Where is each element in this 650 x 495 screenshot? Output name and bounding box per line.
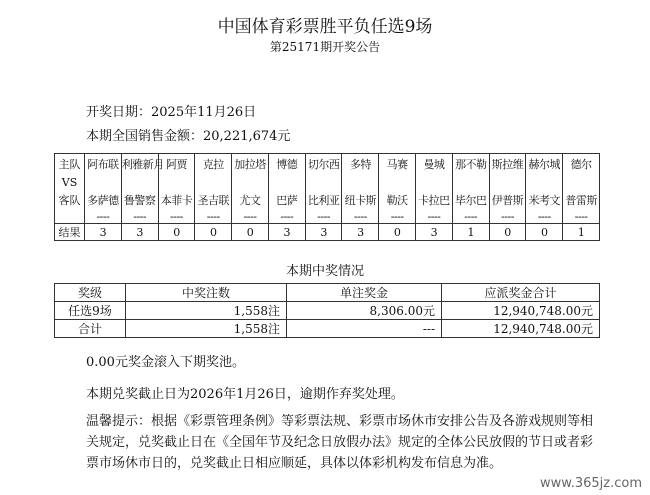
match-result-text: 3 — [283, 225, 291, 239]
table-row — [55, 302, 600, 320]
match-dash — [489, 210, 526, 224]
match-dash — [232, 210, 269, 224]
match-dash-text: ---- — [464, 210, 478, 223]
match-home-team-text: 赫尔城 — [528, 158, 561, 171]
match-dash-text: ---- — [317, 210, 331, 223]
match-vs-cell — [379, 174, 416, 190]
match-result-text: 3 — [357, 225, 364, 239]
match-dash-text: ---- — [170, 210, 183, 223]
match-away-team-text: 本菲卡 — [160, 194, 193, 207]
match-away-team-text: 尤文 — [239, 194, 261, 207]
match-away-team — [305, 190, 342, 210]
match-result-text: 0 — [504, 225, 511, 239]
header-count: 中奖注数 — [126, 284, 287, 302]
match-home-team-text: 加拉塔 — [234, 158, 266, 171]
match-away-team — [195, 190, 232, 210]
match-vs-cell — [342, 174, 379, 190]
match-home-team — [305, 154, 342, 175]
header-single: 单注奖金 — [287, 284, 442, 302]
match-result-text: 0 — [393, 225, 401, 239]
match-result — [563, 224, 600, 241]
match-dash — [305, 210, 342, 224]
match-result — [268, 224, 305, 241]
match-away-team-text: 比利亚 — [307, 194, 340, 207]
match-dash-text: ---- — [501, 210, 514, 223]
match-result — [379, 224, 416, 241]
match-result-text: 0 — [246, 225, 254, 239]
prize-total: 12,940,748.00元 — [442, 320, 600, 338]
match-vs-cell — [563, 174, 600, 190]
match-table — [54, 153, 600, 241]
header-level: 奖级 — [55, 284, 126, 302]
match-away-team — [489, 190, 526, 210]
match-result-text: 1 — [467, 225, 474, 239]
match-result — [305, 224, 342, 241]
match-vs-cell — [489, 174, 526, 190]
match-dash-text: ---- — [280, 210, 294, 223]
match-home-team-text: 博德 — [276, 158, 298, 171]
match-home-team — [85, 154, 122, 175]
prize-level: 合计 — [55, 320, 126, 338]
rollover-note: 0.00元奖金滚入下期奖池。 — [86, 355, 245, 370]
match-home-team — [121, 154, 164, 175]
match-result-text: 3 — [136, 225, 143, 239]
match-result — [85, 224, 122, 241]
match-away-team-text: 卡拉巴 — [418, 194, 450, 207]
match-away-team-text: 多萨德 — [87, 194, 119, 207]
match-away-team-text: 普雷斯 — [565, 194, 597, 207]
away-row-label: 客队 — [55, 190, 85, 210]
page-title: 中国体育彩票胜平负任选9场 — [217, 17, 433, 37]
prize-single: --- — [287, 320, 442, 338]
match-result — [121, 224, 158, 241]
match-dash — [195, 210, 232, 224]
match-vs-cell — [452, 174, 489, 190]
match-home-team — [416, 154, 453, 175]
match-home-team-text: 利雅新月 — [121, 158, 164, 171]
prize-header-row — [55, 284, 600, 302]
match-dash — [416, 210, 453, 224]
match-away-team-text: 伊普斯 — [491, 194, 524, 207]
match-home-team-text: 多特 — [349, 158, 371, 171]
match-result-text: 3 — [430, 225, 438, 239]
match-away-team — [526, 190, 563, 210]
match-result — [526, 224, 563, 241]
table-row — [55, 320, 600, 338]
match-vs-cell — [121, 174, 158, 190]
prize-section-title: 本期中奖情况 — [285, 264, 364, 279]
match-home-team-text: 德尔 — [570, 158, 592, 171]
match-dash — [452, 210, 489, 224]
match-away-team — [158, 190, 195, 210]
match-away-team — [232, 190, 269, 210]
match-vs-cell — [85, 174, 122, 190]
match-dash-text: ---- — [206, 210, 220, 223]
match-away-team-text: 米考文 — [528, 194, 561, 207]
match-away-team-text: 圣吉联 — [197, 194, 229, 207]
match-dash-text: ---- — [133, 210, 147, 223]
match-away-team — [379, 190, 416, 210]
prize-count: 1,558注 — [126, 302, 287, 320]
dash-row-label — [55, 210, 85, 224]
deadline-note: 本期兑奖截止日为2026年1月26日，逾期作弃奖处理。 — [86, 387, 404, 402]
match-dash — [121, 210, 158, 224]
match-vs-cell — [268, 174, 305, 190]
match-vs-cell — [158, 174, 195, 190]
reminder-note: 温馨提示：根据《彩票管理条例》等彩票法规、彩票市场休市安排公告及各游戏规则等相关规定，兑奖截止日在《全国年节及纪念日放假办法》规定的全体公民放假的节日或者彩票市场休市日的，兑奖截止日相应顺延，具体以体彩机构发布信息为准。 — [86, 414, 594, 471]
match-home-team — [268, 154, 305, 175]
match-result — [342, 224, 379, 241]
home-row-label: 主队 — [55, 154, 85, 175]
match-dash-text: ---- — [427, 210, 441, 223]
result-row-label: 结果 — [55, 224, 85, 241]
match-vs-cell — [526, 174, 563, 190]
prize-single: 8,306.00元 — [287, 302, 442, 320]
match-result — [452, 224, 489, 241]
match-away-team-text: 纽卡斯 — [344, 194, 377, 207]
match-dash-text: ---- — [574, 210, 588, 223]
match-home-team — [489, 154, 526, 175]
match-result-text: 1 — [577, 225, 585, 239]
match-dash — [342, 210, 379, 224]
prize-level: 任选9场 — [55, 302, 126, 320]
match-result — [416, 224, 453, 241]
match-away-team — [121, 190, 158, 210]
match-dash — [379, 210, 416, 224]
match-home-team-text: 那不勒 — [454, 158, 487, 171]
draw-date: 开奖日期：2025年11月26日 — [86, 105, 257, 120]
match-dash-text: ---- — [537, 210, 551, 223]
prize-table — [54, 283, 600, 338]
match-result — [489, 224, 526, 241]
match-home-team-text: 切尔西 — [307, 158, 340, 171]
match-home-team — [342, 154, 379, 175]
sales-amount: 本期全国销售金额：20,221,674元 — [86, 129, 291, 144]
match-result — [195, 224, 232, 241]
vs-row-label: VS — [55, 174, 85, 190]
match-home-team-text: 斯拉维 — [491, 158, 524, 171]
match-result — [158, 224, 195, 241]
match-vs-cell — [195, 174, 232, 190]
match-home-team — [195, 154, 232, 175]
match-away-team-text: 勒沃 — [386, 194, 408, 207]
match-home-team-text: 马赛 — [386, 158, 408, 171]
match-home-team — [379, 154, 416, 175]
match-dash — [563, 210, 600, 224]
match-result — [232, 224, 269, 241]
match-home-team — [563, 154, 600, 175]
match-home-team — [526, 154, 563, 175]
match-away-team-text: 毕尔巴 — [454, 194, 487, 207]
match-result-text: 0 — [173, 225, 180, 239]
match-dash-text: ---- — [353, 210, 367, 223]
match-home-team-text: 阿布联 — [87, 158, 119, 171]
match-result-text: 0 — [209, 225, 217, 239]
match-vs-cell — [416, 174, 453, 190]
match-vs-cell — [305, 174, 342, 190]
match-away-team — [268, 190, 305, 210]
match-dash-text: ---- — [243, 210, 257, 223]
match-result-text: 0 — [541, 225, 548, 239]
match-away-team — [85, 190, 122, 210]
match-away-team — [563, 190, 600, 210]
match-away-team — [416, 190, 453, 210]
prize-count: 1,558注 — [126, 320, 287, 338]
match-dash-text: ---- — [96, 210, 110, 223]
match-dash — [268, 210, 305, 224]
match-home-team — [452, 154, 489, 175]
match-home-team-text: 阿贾 — [165, 158, 187, 171]
match-away-team-text: 鲁警察 — [123, 194, 156, 207]
header-total: 应派奖金合计 — [442, 284, 600, 302]
watermark: www.365jz.com — [540, 476, 642, 491]
match-dash — [85, 210, 122, 224]
match-away-team-text: 巴萨 — [276, 194, 298, 207]
match-dash — [158, 210, 195, 224]
match-result-text: 3 — [99, 225, 107, 239]
match-home-team-text: 克拉 — [202, 158, 224, 171]
match-dash — [526, 210, 563, 224]
match-dash-text: ---- — [390, 210, 404, 223]
match-result-text: 3 — [320, 225, 327, 239]
prize-total: 12,940,748.00元 — [442, 302, 600, 320]
page-subtitle: 第25171期开奖公告 — [269, 40, 381, 54]
match-away-team — [342, 190, 379, 210]
match-home-team-text: 曼城 — [423, 158, 445, 171]
match-home-team — [232, 154, 269, 175]
match-vs-cell — [232, 174, 269, 190]
match-away-team — [452, 190, 489, 210]
